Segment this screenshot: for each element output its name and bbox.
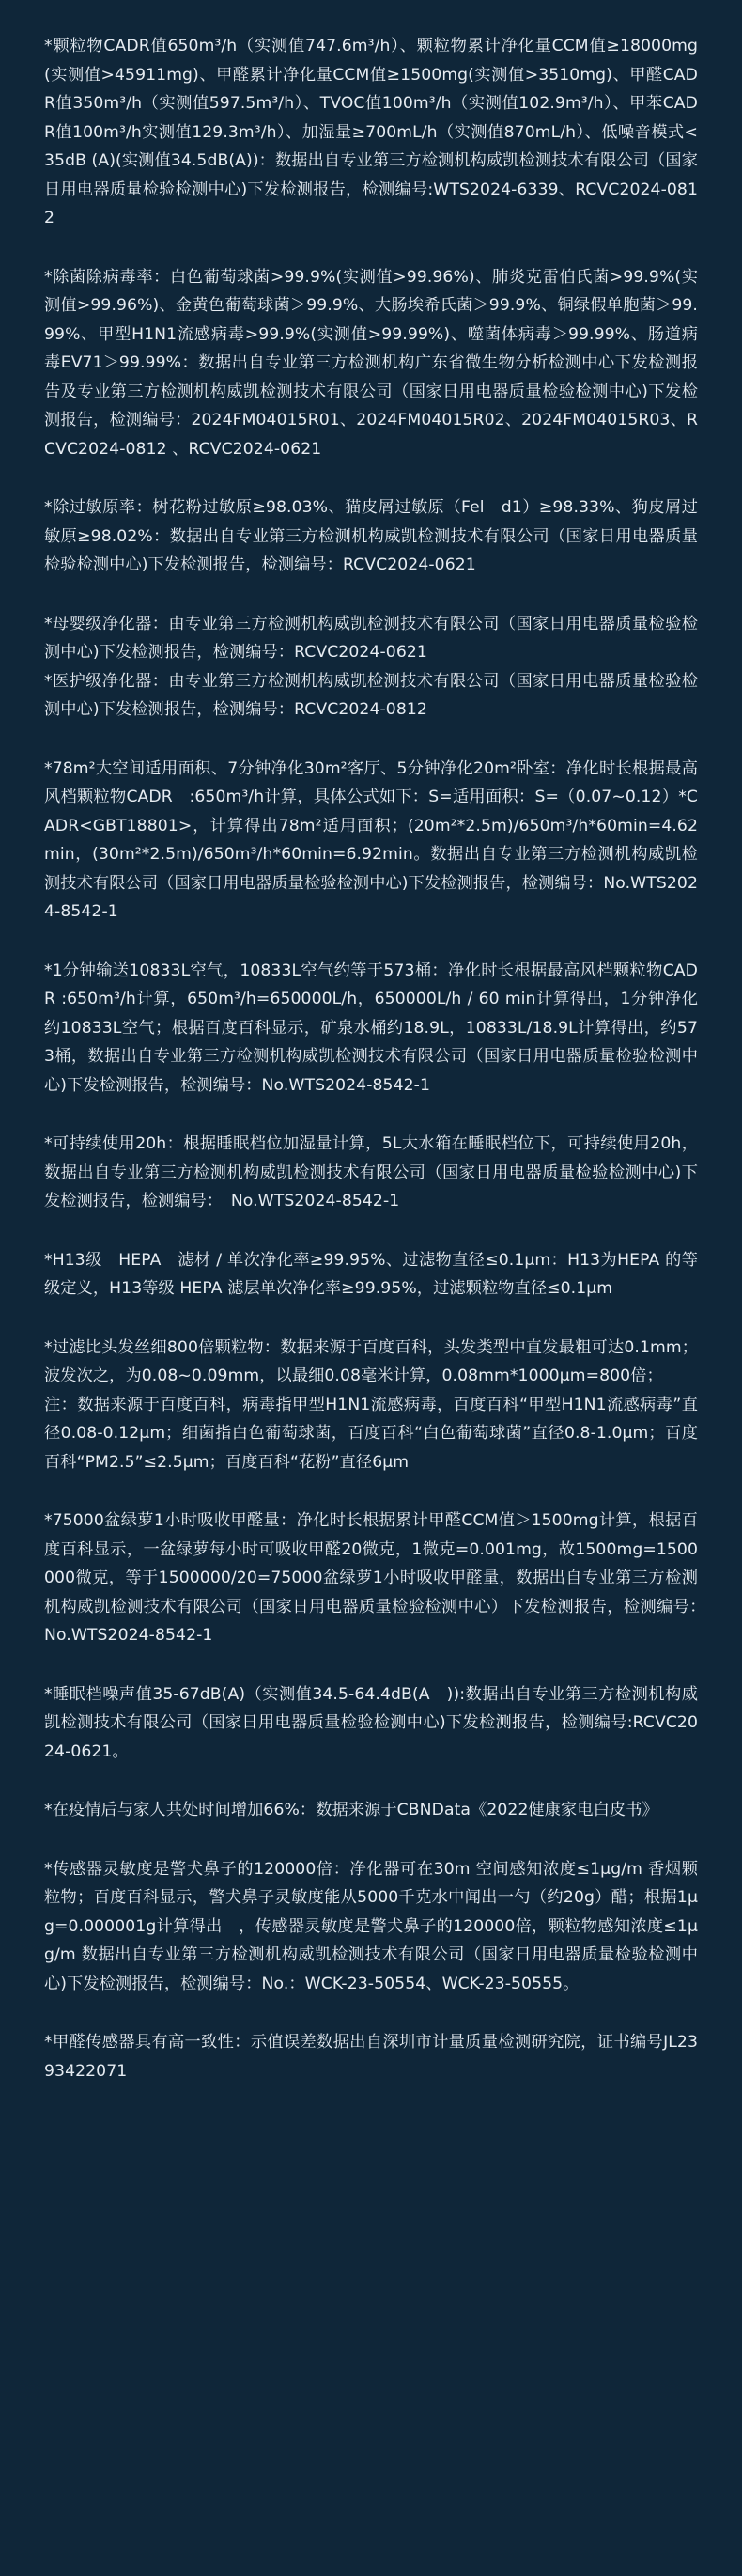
note-allergen-removal: *除过敏原率：树花粉过敏原≥98.03%、猫皮屑过敏原（Fel d1）≥98.33%、狗皮屑过敏原≥98.02%：数据出自专业第三方检测机构威凯检测技术有限公司（国家日用电器质量检验检测中心)下发检测报告，检测编号：RCVC2024-0621 [44,498,698,574]
note-pothos-comparison: *75000盆绿萝1小时吸收甲醛量：净化时长根据累计甲醛CCM值＞1500mg计算，根据百度百科显示，一盆绿萝每小时可吸收甲醛20微克，1微克=0.001mg，故1500mg=1500000微克，等于1500000/20=75000盆绿萝1小时吸收甲醛量，数据出自专业第三方检测机构威凯检测技术有限公司（国家日用电器质量检验检测中心）下发检测报告，检测编号： No.WTS2024-8542-1 [44,1511,715,1645]
note-air-volume: *1分钟输送10833L空气，10833L空气约等于573桶：净化时长根据最高风档颗粒物CADR :650m³/h计算，650m³/h=650000L/h，650000L/h / 60 min计算得出，1分钟净化约10833L空气；根据百度百科显示，矿泉水桶约18.9L，10833L/18.9L计算得出，约573桶，数据出自专业第三方检测机构威凯检测技术有限公司（国家日用电器质量检验检测中心)下发检测报告，检测编号：No.WTS2024-8542-1 [44,960,698,1095]
spacer [44,927,698,957]
note-sleep-noise: *睡眠档噪声值35-67dB(A)（实测值34.5-64.4dB(A )):数据出自专业第三方检测机构威凯检测技术有限公司（国家日用电器质量检验检测中心)下发检测报告，检测编号:RCVC2024-0621。 [44,1684,698,1761]
note-sensor-sensitivity: *传感器灵敏度是警犬鼻子的120000倍：净化器可在30m 空间感知浓度≤1μg/m 香烟颗粒物；百度百科显示，警犬鼻子灵敏度能从5000千克水中闻出一勺（约20g）醋；根据1μg=0.000001g计算得出 ，传感器灵敏度是警犬鼻子的120000倍，颗粒物感知浓度≤1μg/m 数据出自专业第三方检测机构威凯检测技术有限公司（国家日用电器质量检验检测中心)下发检测报告，检测编号：No.：WCK-23-50554、WCK-23-50555。 [44,1859,698,1993]
note-family-time: *在疫情后与家人共处时间增加66%：数据来源于CBNData《2022健康家电白皮书》 [44,1801,658,1819]
spacer [44,233,698,263]
note-hair-comparison: *过滤比头发丝细800倍颗粒物：数据来源于百度百科，头发类型中直发最粗可达0.1mm；波发次之，为0.08~0.09mm，以最细0.08毫米计算，0.08mm*1000μm=800倍； 注：数据来源于百度百科，病毒指甲型H1N1流感病毒，百度百科“甲型H1N1流感病毒”直径0.08-0.12μm；细菌指白色葡萄球菌，百度百科“白色葡萄球菌”直径0.8-1.0μm；百度百科“PM2.5”≤2.5μm；百度百科“花粉”直径6μm [44,1337,698,1472]
spacer [44,1650,698,1680]
note-maternal-grade: *母婴级净化器：由专业第三方检测机构威凯检测技术有限公司（国家日用电器质量检验检测中心)下发检测报告，检测编号：RCVC2024-0621 [44,614,698,662]
spacer [44,1100,698,1130]
spacer [44,580,698,610]
note-medical-grade: *医护级净化器：由专业第三方检测机构威凯检测技术有限公司（国家日用电器质量检验检测中心)下发检测报告，检测编号：RCVC2024-0812 [44,671,698,719]
spacer [44,1304,698,1334]
note-room-area: *78m²大空间适用面积、7分钟净化30m²客厅、5分钟净化20m²卧室：净化时长根据最高风档颗粒物CADR :650m³/h计算，具体公式如下：S=适用面积：S=（0.07~0.12）*CADR<GBT18801>，计算得出78m²适用面积；(20m²*2.5m)/650m³/h*60min=4.62min，(30m²*2.5m)/650m³/h*60min=6.92min。数据出自专业第三方检测机构威凯检测技术有限公司（国家日用电器质量检验检测中心)下发检测报告，检测编号：No.WTS2024-8542-1 [44,758,698,921]
spacer [44,1476,698,1507]
spacer [44,1766,698,1796]
note-particulate-cadr: *颗粒物CADR值650m³/h（实测值747.6m³/h）、颗粒物累计净化量CCM值≥18000mg(实测值>45911mg)、甲醛累计净化量CCM值≥1500mg(实测值>3510mg)、甲醛CADR值350m³/h（实测值597.5m³/h）、TVOC值100m³/h（实测值102.9m³/h）、甲苯CADR值100m³/h实测值129.3m³/h）、加湿量≥700mL/h（实测值870mL/h）、低噪音模式<35dB (A)(实测值34.5dB(A))：数据出自专业第三方检测机构威凯检测技术有限公司（国家日用电器质量检验检测中心)下发检测报告，检测编号:WTS2024-6339、RCVC2024-0812 [44,37,698,227]
spacer [44,1216,698,1246]
note-hepa-filter: *H13级 HEPA 滤材 / 单次净化率≥99.95%、过滤物直径≤0.1μm：H13为HEPA 的等级定义，H13等级 HEPA 滤层单次净化率≥99.95%，过滤颗粒物直径≤0.1μm [44,1250,698,1298]
spacer [44,725,698,755]
note-sterilization-rate: *除菌除病毒率：白色葡萄球菌>99.9%(实测值>99.96%)、肺炎克雷伯氏菌>99.9%(实测值>99.96%)、金黄色葡萄球菌＞99.9%、大肠埃希氏菌＞99.9%、铜绿假单胞菌＞99.99%、甲型H1N1流感病毒>99.9%(实测值>99.99%)、噬菌体病毒＞99.99%、肠道病毒EV71＞99.99%：数据出自专业第三方检测机构广东省微生物分析检测中心下发检测报告及专业第三方检测机构威凯检测技术有限公司（国家日用电器质量检验检测中心)下发检测报告，检测编号：2024FM04015R01、2024FM04015R02、2024FM04015R03、RCVC2024-0812 、RCVC2024-0621 [44,267,698,459]
spacer [44,1998,698,2028]
spacer [44,1825,698,1855]
note-runtime: *可持续使用20h：根据睡眠档位加湿量计算，5L大水箱在睡眠档位下，可持续使用20h，数据出自专业第三方检测机构威凯检测技术有限公司（国家日用电器质量检验检测中心)下发检测报告，检测编号： No.WTS2024-8542-1 [44,1134,698,1210]
spacer [44,463,698,493]
note-formaldehyde-sensor: *甲醛传感器具有高一致性：示值误差数据出自深圳市计量质量检测研究院，证书编号JL2393422071 [44,2033,698,2081]
